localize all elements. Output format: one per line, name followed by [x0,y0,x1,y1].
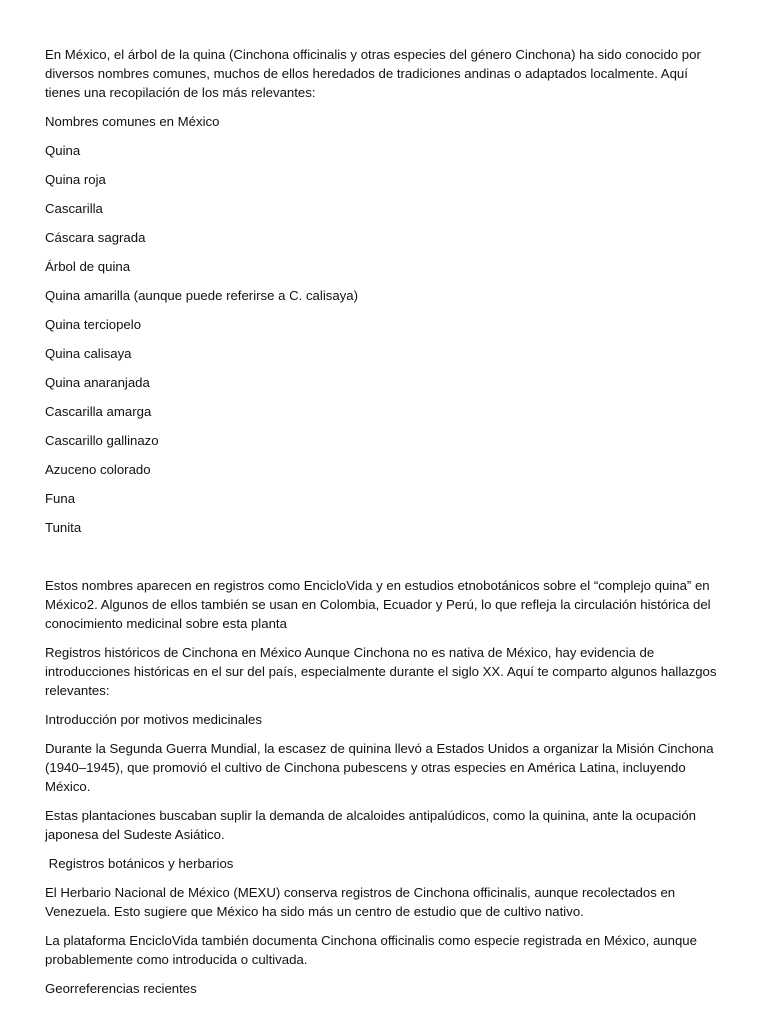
list-item: Quina terciopelo [45,317,142,332]
section-heading-georeferences: Georreferencias recientes [45,981,197,996]
common-names-list [45,141,725,537]
list-item: Azuceno colorado [45,462,151,477]
list-item: Cascarilla amarga [45,404,152,419]
historical-records-paragraph: Registros históricos de Cinchona en México Aunque Cinchona no es nativa de México, hay evidencia de introducciones históricas en el sur del país, especialmente durante el siglo XX. Aquí te comparto algunos hallazgos relevantes: [45,645,717,698]
intro-paragraph: En México, el árbol de la quina (Cinchona officinalis y otras especies del género Cinchona) ha sido conocido por diversos nombres comunes, muchos de ellos heredados de tradiciones andinas o adaptados localmente. Aquí tienes una recopilación de los más relevantes: [45,47,701,100]
list-item: Quina roja [45,172,106,187]
section-heading-medicinal: Introducción por motivos medicinales [45,712,262,727]
document-page [45,45,725,1008]
list-item: Árbol de quina [45,259,131,274]
list-item: Quina calisaya [45,346,132,361]
list-item: Quina anaranjada [45,375,150,390]
blank-line [45,547,725,576]
enciclovida-paragraph: La plataforma EncicloVida también documenta Cinchona officinalis como especie registrada en México, aunque probablemente como introducida o cultivada. [45,933,697,967]
list-item: Quina amarilla (aunque puede referirse a C. calisaya) [45,288,358,303]
list-heading: Nombres comunes en México [45,114,220,129]
herbarium-paragraph: El Herbario Nacional de México (MEXU) conserva registros de Cinchona officinalis, aunque recolectados en Venezuela. Esto sugiere que México ha sido más un centro de estudio que de cultivo nativo. [45,885,676,919]
section-heading-herbaria: Registros botánicos y herbarios [45,856,234,871]
mission-cinchona-paragraph: Durante la Segunda Guerra Mundial, la escasez de quinina llevó a Estados Unidos a organizar la Misión Cinchona (1940–1945), que promovió el cultivo de Cinchona pubescens y otras especies en América Latina, incluyendo México. [45,741,714,794]
list-item: Quina [45,143,81,158]
list-item: Tunita [45,520,82,535]
plantations-paragraph: Estas plantaciones buscaban suplir la demanda de alcaloides antipalúdicos, como la quinina, ante la ocupación japonesa del Sudeste Asiático. [45,808,697,842]
list-item: Cascarillo gallinazo [45,433,159,448]
list-item: Cáscara sagrada [45,230,146,245]
sources-paragraph: Estos nombres aparecen en registros como EncicloVida y en estudios etnobotánicos sobre el “complejo quina” en México2. Algunos de ellos también se usan en Colombia, Ecuador y Perú, lo que refleja la circulación histórica del conocimiento medicinal sobre esta planta [45,578,711,631]
list-item: Cascarilla [45,201,103,216]
list-item: Funa [45,491,76,506]
